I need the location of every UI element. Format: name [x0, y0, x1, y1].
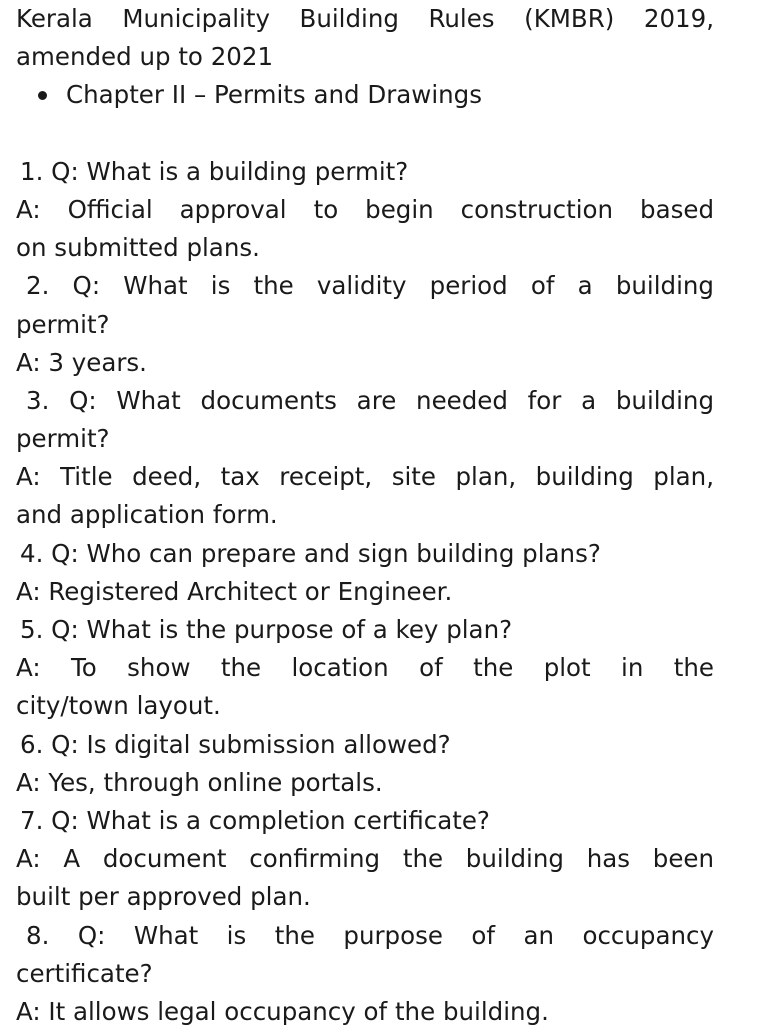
- answer-6-line-1: A: Yes, through online portals.: [16, 767, 383, 797]
- question-6-line-1: 6. Q: Is digital submission allowed?: [20, 729, 451, 759]
- question-8-line-2: certificate?: [16, 958, 153, 988]
- question-1-line-1: 1. Q: What is a building permit?: [20, 156, 409, 186]
- answer-7-line-1: A: A document confirming the building has been: [16, 844, 714, 874]
- answer-8-line-1: A: It allows legal occupancy of the building.: [16, 996, 549, 1026]
- chapter-heading: Chapter II – Permits and Drawings: [66, 80, 482, 110]
- question-5-line-1: 5. Q: What is the purpose of a key plan?: [20, 615, 513, 644]
- question-8-line-1: 8. Q: What is the purpose of an occupancy: [26, 920, 714, 950]
- answer-3-line-2: and application form.: [16, 500, 278, 530]
- answer-5-line-1: A: To show the location of the plot in the: [16, 653, 714, 683]
- question-3-line-2: permit?: [16, 424, 110, 454]
- document-title-line-1: Kerala Municipality Building Rules (KMBR) 2019,: [16, 4, 714, 33]
- question-3-line-1: 3. Q: What documents are needed for a building: [26, 385, 714, 415]
- question-7-line-1: 7. Q: What is a completion certificate?: [20, 805, 490, 835]
- answer-3-line-1: A: Title deed, tax receipt, site plan, building plan,: [16, 462, 714, 492]
- answer-1-line-2: on submitted plans.: [16, 233, 260, 263]
- document-title-line-2: amended up to 2021: [16, 42, 274, 72]
- document-body: [16, 0, 714, 1031]
- question-2-line-2: permit?: [16, 309, 110, 339]
- answer-1-line-1: A: Official approval to begin construction based: [16, 194, 714, 224]
- answer-7-line-2: built per approved plan.: [16, 882, 311, 912]
- question-2-line-1: 2. Q: What is the validity period of a building: [26, 271, 714, 301]
- spacer: [16, 115, 714, 153]
- question-4-line-1: 4. Q: Who can prepare and sign building plans?: [20, 538, 601, 568]
- chapter-bullet-item: [16, 76, 714, 114]
- answer-4-line-1: A: Registered Architect or Engineer.: [16, 576, 453, 606]
- answer-5-line-2: city/town layout.: [16, 691, 221, 721]
- bullet-icon: [38, 91, 47, 100]
- answer-2-line-1: A: 3 years.: [16, 347, 147, 377]
